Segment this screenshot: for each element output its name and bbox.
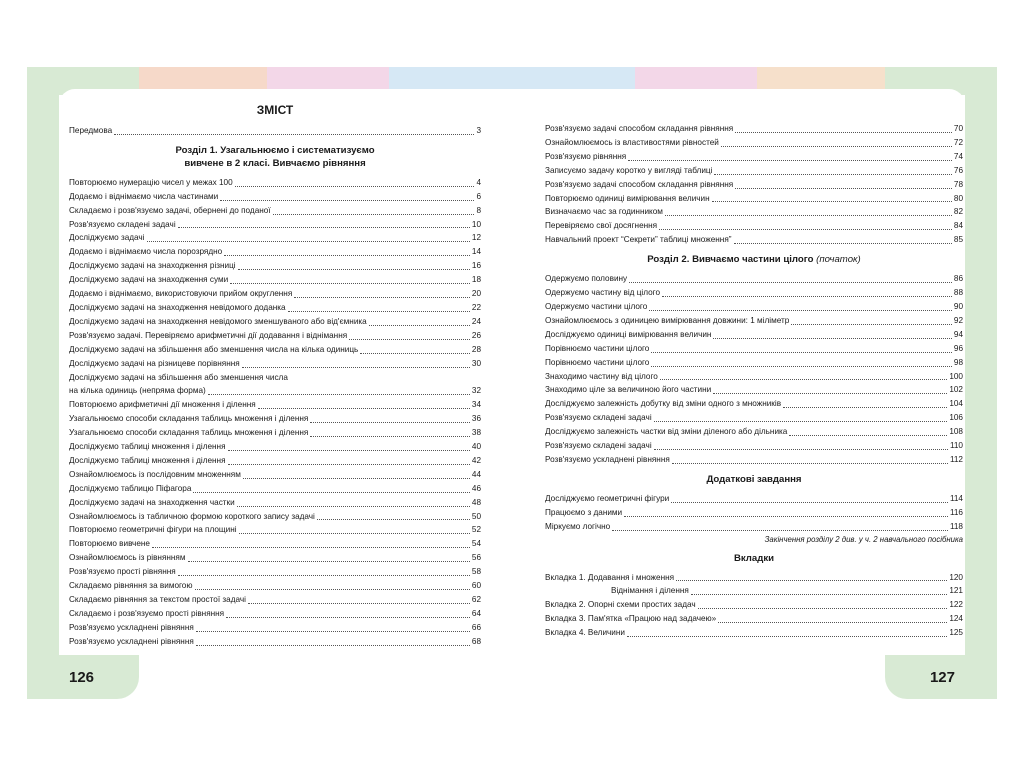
toc-entry — [545, 272, 963, 286]
toc-entry-title: Одержуємо половину — [545, 274, 628, 284]
toc-entry-page: 10 — [471, 219, 481, 229]
toc-entry-title: Повторюємо арифметичні дії множення і ділення — [69, 400, 256, 410]
book-spread — [27, 67, 997, 699]
toc-entry-title: Складаємо і розв'язуємо прості рівняння — [69, 608, 225, 618]
toc-entry-title: Міркуємо логічно — [545, 521, 611, 531]
toc-entry — [69, 357, 481, 371]
toc-entry — [545, 219, 963, 233]
toc-leader — [721, 146, 952, 147]
toc-leader — [239, 533, 470, 534]
toc-entry-title: Розв'язуємо складені задачі — [69, 219, 176, 229]
toc-entry-page: 50 — [471, 511, 481, 521]
toc-entry-page: 68 — [471, 636, 481, 646]
toc-entry-line-2 — [69, 384, 481, 398]
toc-entry-title: Повторюємо одиниці вимірювання величин — [545, 193, 710, 203]
toc-entry-title: Досліджуємо задачі — [69, 233, 145, 243]
toc-entry-page: 100 — [949, 371, 963, 381]
toc-entry-page: 60 — [471, 581, 481, 591]
toc-entry-page: 90 — [953, 301, 963, 311]
toc-leader — [188, 561, 470, 562]
toc-entry-page: 8 — [476, 205, 481, 215]
toc-entry-page: 114 — [949, 493, 963, 503]
toc-leader — [196, 645, 470, 646]
toc-leader — [220, 200, 474, 201]
toc-entry-title: Передмова — [69, 125, 113, 135]
toc-entry-title: Ознайомлюємось із рівнянням — [69, 553, 186, 563]
toc-entry-title: Досліджуємо залежність частки від зміни діленого або дільника — [545, 427, 788, 437]
toc-entry — [69, 315, 481, 329]
toc-entry — [69, 454, 481, 468]
toc-entry — [545, 626, 963, 640]
toc-leader — [242, 367, 470, 368]
toc-entry-page: 112 — [949, 454, 963, 464]
toc-entry-title: Узагальнюємо способи складання таблиць множення і ділення — [69, 414, 309, 424]
toc-entry — [69, 176, 481, 190]
toc-entry-page: 66 — [471, 622, 481, 632]
toc-entry — [545, 192, 963, 206]
toc-entry-title: Досліджуємо задачі на різницеве порівняння — [69, 358, 240, 368]
toc-entry-title: Визначаємо час за годинником — [545, 207, 663, 217]
toc-entry — [545, 328, 963, 342]
toc-entry-title: Вкладка 3. Пам'ятка «Працюю над задачею» — [545, 614, 717, 624]
toc-leader — [224, 255, 470, 256]
toc-entry-page: 56 — [471, 553, 481, 563]
toc-entry-page: 121 — [949, 586, 963, 596]
toc-entry-page: 22 — [471, 302, 481, 312]
toc-entry-page: 78 — [953, 179, 963, 189]
toc-entry-title: Віднімання і ділення — [611, 586, 689, 596]
toc-entry — [545, 233, 963, 247]
toc-entry-page: 3 — [476, 125, 481, 135]
toc-entry-page: 62 — [471, 595, 481, 604]
toc-entry-page: 34 — [471, 400, 481, 410]
toc-entry — [545, 314, 963, 328]
toc-leader — [237, 506, 470, 507]
toc-entry-page: 92 — [953, 315, 963, 325]
toc-leader — [612, 530, 948, 531]
toc-entry-title: Вкладка 1. Додавання і множення — [545, 572, 675, 582]
toc-list-inserts — [545, 571, 963, 641]
page-number-left: 126 — [27, 655, 139, 699]
toc-entry-title: Повторюємо вивчене — [69, 539, 150, 549]
toc-list-left-b — [69, 398, 481, 648]
toc-leader — [691, 594, 947, 595]
toc-entry-page: 64 — [471, 608, 481, 618]
toc-entry-title: Повторюємо геометричні фігури на площині — [69, 525, 237, 535]
toc-entry — [545, 612, 963, 626]
toc-leader — [178, 227, 470, 228]
toc-entry — [545, 300, 963, 314]
toc-entry-page: 28 — [471, 344, 481, 354]
toc-leader — [651, 352, 952, 353]
toc-entry — [545, 342, 963, 356]
toc-entry-title: Одержуємо частини цілого — [545, 301, 648, 311]
toc-entry — [545, 425, 963, 439]
toc-entry-title: Досліджуємо таблиці множення і ділення — [69, 442, 226, 452]
toc-entry-page: 74 — [953, 151, 963, 161]
toc-entry-title: Розв'язуємо задачі. Перевіряємо арифметичні дії додавання і віднімання — [69, 330, 348, 340]
toc-leader — [660, 379, 947, 380]
toc-entry-title: Розв'язуємо прості рівняння — [69, 567, 176, 577]
toc-leader — [228, 464, 470, 465]
toc-entry-title: Узагальнюємо способи складання таблиць множення і ділення — [69, 428, 309, 438]
toc-entry-page: 110 — [949, 441, 963, 451]
toc-entry-page: 98 — [953, 357, 963, 367]
right-margin-strip — [965, 95, 997, 655]
toc-entry-page: 54 — [471, 539, 481, 549]
toc-entry — [545, 150, 963, 164]
toc-entry-title-line-1: Досліджуємо задачі на збільшення або зменшення числа — [69, 372, 288, 382]
toc-entry-page: 125 — [949, 628, 963, 638]
toc-entry — [545, 370, 963, 384]
toc-entry — [545, 453, 963, 467]
toc-entry-page: 4 — [476, 177, 481, 187]
toc-leader — [672, 463, 948, 464]
toc-entry-page: 6 — [476, 191, 481, 201]
toc-leader — [114, 134, 474, 135]
toc-entry-page: 85 — [953, 235, 963, 245]
toc-leader — [226, 617, 470, 618]
toc-entry-page: 24 — [471, 316, 481, 326]
toc-leader — [783, 407, 947, 408]
toc-entry-page: 30 — [471, 358, 481, 368]
toc-list-left-a — [69, 176, 481, 371]
toc-entry-title: Порівнюємо частини цілого — [545, 343, 650, 353]
toc-entry — [69, 537, 481, 551]
toc-entry-title: Повторюємо нумерацію чисел у межах 100 — [69, 177, 233, 187]
toc-entry-page: 82 — [953, 207, 963, 217]
toc-entry-title: Складаємо рівняння за текстом простої задачі — [69, 595, 246, 604]
toc-entry-page: 106 — [949, 413, 963, 423]
toc-entry-title: Працюємо з даними — [545, 507, 623, 517]
toc-entry — [545, 164, 963, 178]
page-number-right: 127 — [885, 655, 997, 699]
toc-entry — [69, 343, 481, 357]
toc-leader — [735, 188, 952, 189]
toc-entry-title: Досліджуємо таблиці множення і ділення — [69, 455, 226, 465]
toc-list-right-a — [545, 122, 963, 247]
toc-entry-page: 96 — [953, 343, 963, 353]
toc-leader — [624, 516, 948, 517]
toc-entry-page: 116 — [949, 507, 963, 517]
toc-leader — [147, 241, 470, 242]
toc-leader — [258, 408, 470, 409]
toc-entry — [69, 124, 481, 138]
toc-entry — [545, 136, 963, 150]
toc-entry-title: Розв'язуємо задачі способом складання рівняння — [545, 124, 734, 133]
toc-entry-page: 118 — [949, 521, 963, 531]
toc-entry — [69, 287, 481, 301]
toc-entry-title: Порівнюємо частини цілого — [545, 357, 650, 367]
toc-entry-page: 88 — [953, 288, 963, 298]
toc-entry-page: 16 — [471, 261, 481, 271]
toc-leader — [195, 589, 470, 590]
section-2-title-note: (початок) — [816, 254, 861, 266]
toc-entry-title: Досліджуємо геометричні фігури — [545, 493, 670, 503]
toc-entry — [69, 231, 481, 245]
toc-entry — [545, 286, 963, 300]
toc-entry — [69, 607, 481, 621]
toc-entry — [69, 565, 481, 579]
toc-entry-page: 18 — [471, 275, 481, 285]
toc-entry-title: Розв'язуємо рівняння — [545, 151, 627, 161]
inserts-title: Вкладки — [733, 552, 775, 564]
toc-entry-page: 120 — [949, 572, 963, 582]
toc-entry-title: Досліджуємо задачі на знаходження невідомого зменшуваного або від'ємника — [69, 316, 367, 326]
toc-entry-title: Досліджуємо задачі на знаходження різниці — [69, 261, 236, 271]
toc-entry-title: Розв'язуємо складені задачі — [545, 413, 652, 423]
toc-entry-title: Розв'язуємо ускладнені рівняння — [69, 636, 194, 646]
toc-entry-title: Досліджуємо таблицю Піфагора — [69, 483, 192, 493]
toc-entry — [69, 273, 481, 287]
section-1-title — [69, 144, 481, 170]
toc-leader — [629, 282, 952, 283]
toc-leader — [349, 339, 470, 340]
toc-entry-title: Досліджуємо задачі на збільшення або зменшення числа на кілька одиниць — [69, 344, 359, 354]
toc-entry-title: Складаємо і розв'язуємо задачі, обернені до поданої — [69, 205, 271, 215]
toc-entry — [69, 245, 481, 259]
section-1-title-line-2: вивчене в 2 класі. Вивчаємо рівняння — [184, 157, 366, 169]
toc-leader — [659, 229, 952, 230]
toc-entry-title: Досліджуємо залежність добутку від зміни одного з множників — [545, 399, 782, 409]
toc-entry-page: 94 — [953, 329, 963, 339]
toc-entry — [545, 356, 963, 370]
toc-leader — [735, 132, 952, 133]
toc-entry — [545, 439, 963, 453]
toc-entry — [69, 579, 481, 593]
toc-entry — [69, 190, 481, 204]
toc-leader — [698, 608, 948, 609]
toc-leader — [310, 436, 470, 437]
toc-entry-title: Вкладка 2. Опорні схеми простих задач — [545, 600, 696, 610]
toc-leader — [627, 636, 947, 637]
toc-entry — [545, 411, 963, 425]
toc-entry-page: 124 — [949, 614, 963, 624]
toc-entry — [545, 383, 963, 397]
toc-leader — [676, 580, 947, 581]
toc-entry-page: 70 — [953, 124, 963, 133]
toc-leader — [178, 575, 470, 576]
toc-entry-title: Складаємо рівняння за вимогою — [69, 581, 193, 591]
toc-leader — [230, 283, 470, 284]
toc-leader — [734, 243, 952, 244]
section-2-title-text: Розділ 2. Вивчаємо частини цілого — [647, 254, 814, 266]
toc-entry-page: 84 — [953, 221, 963, 231]
toc-entry-page: 42 — [471, 455, 481, 465]
toc-entry — [69, 635, 481, 649]
toc-leader — [208, 394, 470, 395]
toc-leader — [718, 622, 947, 623]
continuation-note: Закінчення розділу 2 див. у ч. 2 навчального посібника — [764, 534, 963, 544]
toc-entry-page: 40 — [471, 442, 481, 452]
toc-entry — [69, 218, 481, 232]
toc-leader — [665, 215, 952, 216]
toc-entry-title: Додаємо і віднімаємо числа порозрядно — [69, 247, 223, 257]
toc-entry — [545, 598, 963, 612]
toc-entry-page: 26 — [471, 330, 481, 340]
toc-leader — [671, 502, 948, 503]
toc-entry — [69, 329, 481, 343]
toc-entry-title: Розв'язуємо задачі способом складання рівняння — [545, 179, 734, 189]
toc-entry — [69, 496, 481, 510]
toc-leader — [152, 547, 470, 548]
toc-entry-page: 72 — [953, 137, 963, 147]
toc-entry-title-line-2: на кілька одиниць (непряма форма) — [69, 386, 206, 396]
toc-entry-title: Ознайомлюємось з одиницею вимірювання довжини: 1 міліметр — [545, 315, 790, 325]
toc-leader — [628, 160, 952, 161]
toc-entry — [69, 551, 481, 565]
toc-entry-page: 52 — [471, 525, 481, 535]
toc-entry-page: 102 — [949, 385, 963, 395]
toc-leader — [713, 393, 947, 394]
toc-list-right-c — [545, 492, 963, 534]
toc-leader — [713, 338, 951, 339]
left-margin-strip — [27, 95, 59, 655]
toc-entry — [545, 506, 963, 520]
toc-entry — [69, 523, 481, 537]
toc-entry-title: Перевіряємо свої досягнення — [545, 221, 658, 231]
toc-entry-title: Досліджуємо задачі на знаходження суми — [69, 275, 229, 285]
toc-leader — [294, 297, 470, 298]
section-2-title — [545, 253, 963, 266]
toc-entry — [545, 178, 963, 192]
toc-leader — [789, 435, 947, 436]
toc-entry — [545, 492, 963, 506]
toc-leader — [791, 324, 952, 325]
toc-leader — [662, 296, 952, 297]
toc-leader — [196, 631, 470, 632]
toc-entry-page: 108 — [949, 427, 963, 437]
toc-entry — [545, 205, 963, 219]
toc-leader — [317, 519, 470, 520]
toc-entry — [69, 259, 481, 273]
toc-entry-page: 46 — [471, 483, 481, 493]
toc-entry-title: Додаємо і віднімаємо, використовуючи прийом округлення — [69, 289, 293, 299]
toc-entry — [69, 593, 481, 607]
toc-entry-page: 104 — [949, 399, 963, 409]
toc-entry — [545, 122, 963, 136]
toc-entry-title: Одержуємо частину від цілого — [545, 288, 661, 298]
toc-entry — [69, 468, 481, 482]
toc-leader — [310, 422, 470, 423]
toc-list-right-b — [545, 272, 963, 467]
toc-entry-two-line — [69, 371, 481, 399]
toc-entry-title: Досліджуємо задачі на знаходження частки — [69, 497, 235, 507]
toc-entry-page: 44 — [471, 469, 481, 479]
toc-entry — [69, 440, 481, 454]
toc-entry-title: Ознайомлюємось із табличною формою короткого запису задачі — [69, 511, 315, 521]
toc-entry-title: Додаємо і віднімаємо числа частинами — [69, 191, 219, 201]
toc-right-column — [545, 122, 963, 640]
extra-tasks-title: Додаткові завдання — [706, 473, 802, 485]
toc-leader — [288, 311, 470, 312]
toc-entry-title: Знаходимо частину від цілого — [545, 371, 658, 381]
toc-leader — [651, 366, 952, 367]
toc-left-column — [69, 104, 481, 649]
toc-leader — [193, 492, 469, 493]
toc-entry-title: Досліджуємо задачі на знаходження невідомого доданка — [69, 302, 286, 312]
toc-entry-page: 80 — [953, 193, 963, 203]
toc-entry-title: Розв'язуємо ускладнені рівняння — [545, 454, 670, 464]
toc-entry — [545, 397, 963, 411]
toc-leader — [248, 603, 470, 604]
toc-entry-page: 32 — [471, 386, 481, 396]
toc-entry-page: 20 — [471, 289, 481, 299]
toc-leader — [235, 186, 475, 187]
toc-entry-title: Навчальний проект “Секрети” таблиці множення” — [545, 235, 732, 245]
toc-leader — [273, 214, 475, 215]
toc-heading: ЗМІСТ — [256, 103, 294, 117]
toc-entry-page: 86 — [953, 274, 963, 284]
toc-entry-title: Досліджуємо одиниці вимірювання величин — [545, 329, 712, 339]
toc-entry-title: Ознайомлюємось із послідовним множенням — [69, 469, 241, 479]
toc-entry-title: Розв'язуємо ускладнені рівняння — [69, 622, 194, 632]
toc-entry — [69, 412, 481, 426]
toc-entry-title: Розв'язуємо складені задачі — [545, 441, 652, 451]
toc-entry — [69, 621, 481, 635]
toc-entry — [69, 482, 481, 496]
toc-leader — [714, 174, 951, 175]
toc-entry-page: 48 — [471, 497, 481, 507]
toc-entry-title: Записуємо задачу коротко у вигляді таблиці — [545, 165, 713, 175]
toc-entry — [69, 426, 481, 440]
toc-leader — [238, 269, 470, 270]
toc-entry-title: Ознайомлюємось із властивостями рівностей — [545, 137, 719, 147]
toc-entry-page: 58 — [471, 567, 481, 577]
toc-entry — [69, 510, 481, 524]
toc-entry — [69, 301, 481, 315]
toc-entry — [69, 204, 481, 218]
toc-leader — [654, 449, 948, 450]
toc-entry-title: Знаходимо ціле за величиною його частини — [545, 385, 712, 395]
toc-leader — [360, 353, 470, 354]
toc-leader — [243, 478, 470, 479]
toc-leader — [712, 201, 952, 202]
toc-entry-page: 36 — [471, 414, 481, 424]
toc-entry — [545, 571, 963, 585]
section-1-title-line-1: Розділ 1. Узагальнюємо і систематизуємо — [175, 144, 375, 156]
toc-entry — [545, 584, 963, 598]
toc-entry — [69, 398, 481, 412]
toc-entry-page: 76 — [953, 165, 963, 175]
toc-leader — [228, 450, 470, 451]
toc-entry-page: 122 — [949, 600, 963, 610]
toc-entry-title: Вкладка 4. Величини — [545, 628, 625, 638]
toc-leader — [369, 325, 470, 326]
toc-entry-page: 38 — [471, 428, 481, 438]
toc-leader — [649, 310, 952, 311]
toc-entry-page: 12 — [471, 233, 481, 243]
toc-entry-page: 14 — [471, 247, 481, 257]
toc-leader — [654, 421, 948, 422]
toc-entry — [545, 520, 963, 534]
